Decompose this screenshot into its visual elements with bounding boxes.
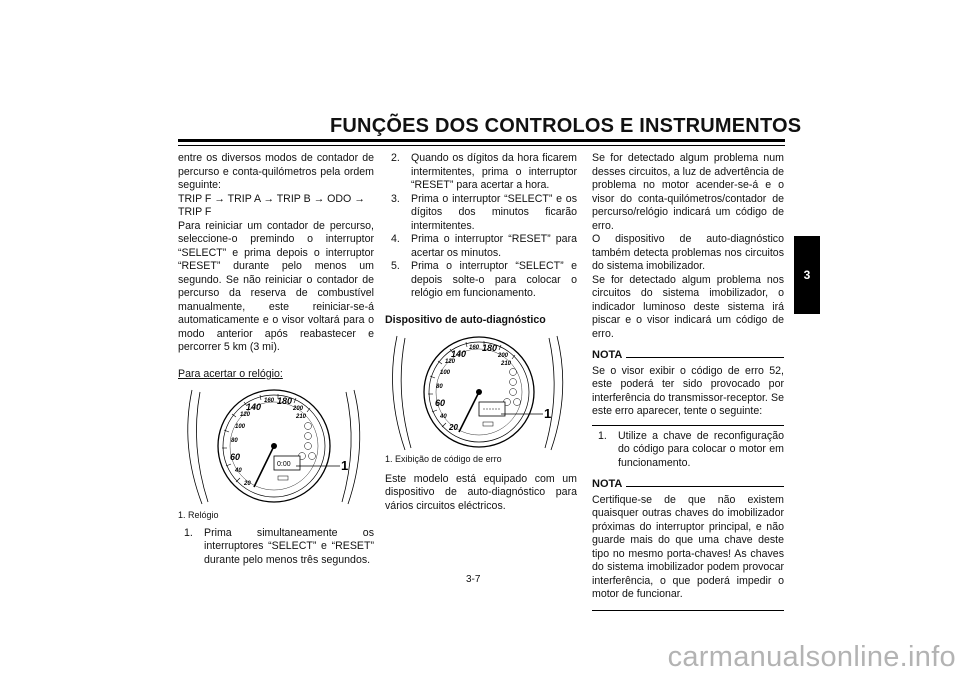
scale-label-180: 180 [277, 395, 293, 406]
scale-label-200: 200 [498, 352, 509, 359]
scale-label-60: 60 [230, 451, 241, 462]
scale-label-210: 210 [501, 360, 512, 367]
step-number: 1. [598, 429, 607, 442]
step-number: 4. [391, 233, 400, 245]
scale-label-100: 100 [440, 369, 451, 376]
list-item [385, 193, 577, 234]
note-text-error-52: Se o visor exibir o código de erro 52, este poderá ter sido provocado por interferência do transmissor-receptor. Se este erro aparecer, tente o seguinte: [592, 364, 784, 417]
step-number: 5. [391, 260, 400, 272]
speedometer-error-illustration [385, 334, 577, 452]
note-steps-list [592, 430, 784, 471]
note-rule [626, 486, 784, 487]
header-rule-thin [178, 145, 785, 146]
trip-modes-intro: entre os diversos modos de contador de percurso e conta-quilómetros pela ordem seguinte: [178, 152, 374, 191]
step-text: Prima o interruptor “SELECT” e os dígitos dos minutos ficarão intermitentes. [411, 192, 577, 232]
step-number: 1. [184, 526, 193, 539]
clock-steps-list [178, 527, 374, 568]
scale-label-120: 120 [445, 358, 456, 365]
list-item [592, 430, 784, 471]
scale-label-140: 140 [451, 348, 467, 359]
step-number: 2. [391, 152, 400, 164]
clock-steps-continued [385, 152, 577, 301]
speedometer-clock-illustration [178, 386, 374, 508]
scale-label-160: 160 [264, 397, 275, 404]
watermark: carmanualsonline.info [667, 641, 956, 673]
page-title: FUNÇÕES DOS CONTROLOS E INSTRUMENTOS [330, 115, 802, 137]
list-item [385, 233, 577, 260]
list-item [385, 260, 577, 301]
scale-label-60: 60 [435, 397, 446, 408]
page-number: 3-7 [466, 574, 481, 585]
clock-figure [178, 386, 374, 508]
scale-label-160: 160 [469, 344, 480, 351]
figure-callout-1: 1 [544, 405, 552, 421]
error-detection-paragraph: Se for detectado algum problema num desses circuitos, a luz de advertência de problema no motor acender-se-á e o visor do conta-quilómetros/contador de percurso/relógio indicará um código de erro. [592, 152, 784, 232]
immobilizer-error-paragraph: Se for detectado algum problema nos circuitos do sistema imobilizador, o indicador luminoso deste sistema irá piscar e o visor indicará um código de erro. [592, 273, 784, 340]
step-text: Prima o interruptor “RESET” para acertar os minutos. [411, 233, 577, 259]
note-end-rule [592, 610, 784, 611]
step-text: Prima simultaneamente os interruptores “SELECT” e “RESET” durante pelo menos três segundos. [204, 526, 374, 566]
scale-label-210: 210 [296, 413, 307, 420]
self-diagnosis-text: Este modelo está equipado com um dispositivo de auto-diagnóstico para vários circuitos eléctricos. [385, 472, 577, 512]
scale-label-200: 200 [293, 405, 304, 412]
scale-label-20: 20 [449, 422, 458, 432]
scale-label-20: 20 [244, 480, 251, 487]
step-text: Utilize a chave de reconfiguração do código para colocar o motor em funcionamento. [618, 429, 784, 469]
self-diagnosis-heading: Dispositivo de auto-diagnóstico [385, 314, 546, 326]
immobilizer-detection-paragraph: O dispositivo de auto-diagnóstico também detecta problemas nos circuitos do sistema imobilizador. [592, 233, 784, 272]
scale-label-180: 180 [482, 342, 498, 353]
list-item [385, 152, 577, 193]
error-code-figure [385, 334, 577, 452]
note-label: NOTA [592, 349, 623, 361]
note-header [592, 349, 784, 363]
column-3 [592, 152, 784, 615]
scale-label-140: 140 [246, 401, 262, 412]
step-text: Quando os dígitos da hora ficarem intermitentes, prima o interruptor “RESET” para acertar a hora. [411, 152, 577, 191]
clock-figure-caption: 1. Relógio [178, 509, 219, 520]
scale-label-100: 100 [235, 423, 246, 430]
note-end-rule [592, 425, 784, 426]
list-item [178, 527, 374, 568]
note-text-immobilizer-keys: Certifique-se de que não existem quaisquer outras chaves do imobilizador próximas do interruptor principal, e não guarde mais do que uma chave deste tipo no mesmo porta-chaves! As chaves do sistema imobilizador podem provocar interferência, o que poderá impedir o motor de funcionar. [592, 493, 784, 600]
scale-label-80: 80 [436, 383, 443, 390]
chapter-tab [794, 236, 820, 314]
note-rule [626, 357, 784, 358]
scale-label-80: 80 [231, 437, 238, 444]
header-rule [178, 139, 785, 142]
scale-label-40: 40 [440, 413, 447, 420]
note-label: NOTA [592, 478, 623, 490]
error-code-figure-caption: 1. Exibição de código de erro [385, 453, 502, 464]
note-header [592, 478, 784, 492]
trip-sequence-line-2: TRIP F [178, 206, 212, 218]
clock-lcd-readout: 0:00 [277, 460, 291, 468]
clock-heading: Para acertar o relógio: [178, 368, 283, 380]
step-text: Prima o interruptor “SELECT” e depois solte-o para colocar o relógio em funcionamento. [411, 260, 577, 299]
figure-callout-1: 1 [341, 457, 349, 473]
column-1 [178, 152, 374, 567]
trip-reset-text: Para reiniciar um contador de percurso, seleccione-o premindo o interruptor “SELECT” e prima depois o interruptor “RESET” durante pelo menos um segundo. Se não reiniciar o contador de percurso da reserva de combustível manualmente, este reiniciar-se-á automaticamente e o visor voltará para o modo anterior após reabastecer e percorrer 5 km (3 mi). [178, 219, 374, 353]
trip-sequence-line-1: TRIP F → TRIP A → TRIP B → ODO → [178, 192, 365, 205]
step-number: 3. [391, 192, 400, 205]
scale-label-40: 40 [235, 467, 242, 474]
column-2 [385, 152, 577, 513]
scale-label-120: 120 [240, 411, 251, 418]
chapter-tab-label: 3 [803, 268, 811, 282]
